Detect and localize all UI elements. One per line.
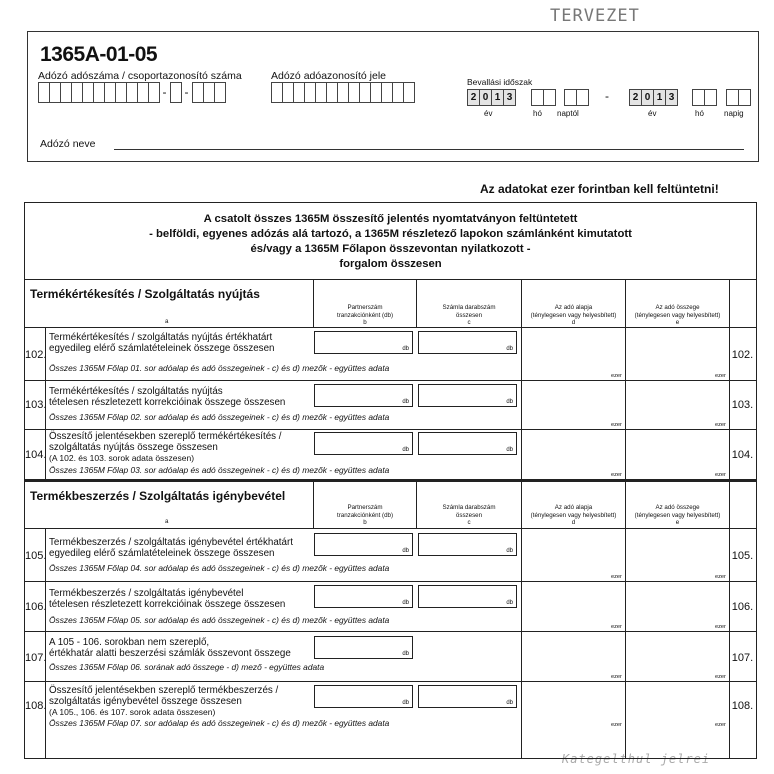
taxnum-label: Adózó adószáma / csoportazonosító száma bbox=[38, 70, 242, 82]
name-field[interactable] bbox=[114, 149, 744, 150]
invoice-count-input[interactable]: db bbox=[418, 685, 517, 708]
period-from-day[interactable] bbox=[564, 89, 588, 106]
table-row: 105. Termékbeszerzés / szolgáltatás igénybevétel értékhatárt egyedileg elérő számlatételeinek összege összesen Összes 1365M Főlap 04. sor adóalap és adó összegeinek - c) és d) mezők - együttes adata db db ezer ezer 105. bbox=[25, 529, 756, 582]
section-header-purchases: Termékbeszerzés / Szolgáltatás igénybevétel a Partnerszám tranzakciónként (db) b Számla darabszám összesen c Az adó alapja (ténylegesen vagy helyesbített) d Az adó összege (ténylegesen vagy helyesbített) e bbox=[25, 480, 756, 529]
section-header-sales: Termékértékesítés / Szolgáltatás nyújtás a Partnerszám tranzakciónként (db) b Számla darabszám összesen c Az adó alapja (ténylegesen vagy helyesbített) d Az adó összege (ténylegesen vagy helyesbített) e bbox=[25, 280, 756, 328]
table-row: 103. Termékértékesítés / szolgáltatás nyújtás tételesen részletezett korrekcióinak összege összesen Összes 1365M Főlap 02. sor adóalap és adó összegeinek - c) és d) mezők - együttes adata db db ezer ezer 103. bbox=[25, 381, 756, 430]
header-section: 1365A-01-05 Adózó adószáma / csoportazonosító száma - - Adózó adóazonosító jele Bevallási időszak 2 0 1 3 - 2 0 1 3 év hó naptól év hó napig Adózó neve bbox=[27, 31, 759, 162]
draft-stamp: TERVEZET bbox=[550, 6, 640, 26]
form-code: 1365A-01-05 bbox=[40, 43, 158, 66]
period-label: Bevallási időszak bbox=[467, 77, 533, 87]
handwritten-note: Kategelthul jelrei bbox=[562, 752, 711, 766]
partner-count-input[interactable]: db bbox=[314, 533, 413, 556]
partner-count-input[interactable]: db bbox=[314, 331, 413, 354]
invoice-count-input[interactable]: db bbox=[418, 384, 517, 407]
invoice-count-input[interactable]: db bbox=[418, 331, 517, 354]
taxid-label: Adózó adóazonosító jele bbox=[271, 70, 387, 82]
invoice-count-input[interactable]: db bbox=[418, 533, 517, 556]
period-to-month[interactable] bbox=[692, 89, 716, 106]
table-row: 107. A 105 - 106. sorokban nem szereplő, értékhatár alatti beszerzési számlák összevont összege Összes 1365M Főlap 06. sorának adó összege - d) mező - együttes adata db ezer ezer 107. bbox=[25, 632, 756, 682]
invoice-count-input[interactable]: db bbox=[418, 432, 517, 455]
table-row: 104. Összesítő jelentésekben szereplő termékértékesítés / szolgáltatás nyújtás összege összesen (A 102. és 103. sorok adata összesen) Összes 1365M Főlap 03. sor adóalap és adó összegeinek - c) és d) mezők - együttes adata db db ezer ezer 104. bbox=[25, 430, 756, 480]
taxnum-dash: - bbox=[162, 85, 167, 99]
name-label: Adózó neve bbox=[40, 138, 96, 150]
partner-count-input[interactable]: db bbox=[314, 432, 413, 455]
taxnum-field[interactable]: - - bbox=[38, 82, 225, 103]
table-title: A csatolt összes 1365M összesítő jelentés nyomtatványon feltüntetett - belföldi, egyenes adózás alá tartozó, a 1365M részletező lapokon számlánként kimutatott és/vagy a 1365M Főlapon összevontan nyilatkozott - forgalom összesen bbox=[25, 203, 756, 280]
taxid-field[interactable] bbox=[271, 82, 414, 103]
table-row: 108. Összesítő jelentésekben szereplő termékbeszerzés / szolgáltatás igénybevétel összege összesen (A 105., 106. és 107. sorok adata összesen) Összes 1365M Főlap 07. sor adóalap és adó összegeinek - c) és d) mezők - együttes adata db db ezer ezer 108. bbox=[25, 682, 756, 759]
invoice-count-input[interactable]: db bbox=[418, 585, 517, 608]
table-row: 102. Termékértékesítés / szolgáltatás nyújtás értékhatárt egyedileg elérő számlatételeinek összege összesen Összes 1365M Főlap 01. sor adóalap és adó összegeinek - c) és d) mezők - együttes adata db db ezer ezer 102. bbox=[25, 328, 756, 381]
partner-count-input[interactable]: db bbox=[314, 685, 413, 708]
instruction-text: Az adatokat ezer forintban kell feltüntetni! bbox=[480, 182, 719, 196]
summary-table bbox=[24, 202, 757, 759]
period-from[interactable]: 2 0 1 3 bbox=[467, 89, 515, 106]
partner-count-input[interactable]: db bbox=[314, 384, 413, 407]
period-to[interactable]: 2 0 1 3 bbox=[629, 89, 677, 106]
period-from-month[interactable] bbox=[531, 89, 555, 106]
partner-count-input[interactable]: db bbox=[314, 585, 413, 608]
table-row: 106. Termékbeszerzés / szolgáltatás igénybevétel tételesen részletezett korrekcióinak összege összesen Összes 1365M Főlap 05. sor adóalap és adó összegeinek - c) és d) mezők - együttes adata db db ezer ezer 106. bbox=[25, 582, 756, 632]
period-to-day[interactable] bbox=[726, 89, 750, 106]
partner-count-input[interactable]: db bbox=[314, 636, 413, 659]
